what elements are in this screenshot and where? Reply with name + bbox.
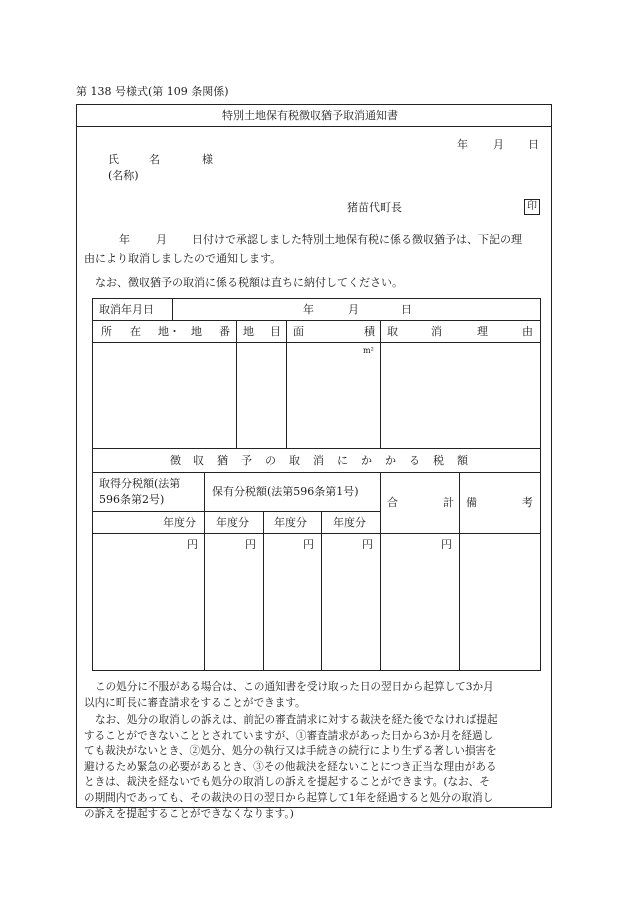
cancel-date-label: 取消年月日 bbox=[99, 303, 154, 316]
col-line-total bbox=[459, 472, 460, 671]
header-location-5: 番 bbox=[219, 325, 230, 338]
notice-p2-line2: することができないこととされていますが、①審査請求があった日から3か月を経過し bbox=[84, 729, 494, 742]
body-line-1: 日付けで承認しました特別土地保有税に係る徴収猶予は、下記の理 bbox=[192, 233, 522, 246]
col-line-yr2 bbox=[321, 511, 322, 671]
remarks-label-2: 考 bbox=[522, 496, 533, 509]
body-line-3: なお、徴収猶予の取消に係る税額は直ちに納付してください。 bbox=[95, 276, 403, 289]
col-line-yr1 bbox=[263, 511, 264, 671]
acquisition-label-line2: 596条第2号) bbox=[99, 493, 165, 506]
header-location-2: 在 bbox=[130, 325, 141, 338]
notice-p2-line1: なお、処分の取消しの訴えは、前記の審査請求に対する裁決を経た後でなければ提起 bbox=[95, 714, 498, 726]
notice-p2-line6: の期間内であっても、その裁決の日の翌日から起算して1年を経過すると処分の取消し bbox=[84, 791, 494, 804]
holding-label: 保有分税額(法第596条第1号) bbox=[212, 485, 359, 498]
header-category-1: 地 bbox=[243, 325, 254, 338]
body-line-2: 由により取消しましたので通知します。 bbox=[84, 252, 282, 265]
tax-title-6: 取 bbox=[289, 454, 300, 467]
tax-title-8: に bbox=[337, 454, 348, 467]
tax-title-3: 猶 bbox=[217, 454, 228, 467]
header-area-1: 面 bbox=[293, 325, 304, 338]
header-reason-4: 由 bbox=[522, 325, 533, 338]
total-label-2: 計 bbox=[443, 496, 454, 509]
area-unit: m² bbox=[363, 346, 374, 355]
form-title: 特別土地保有税徴収猶予取消通知書 bbox=[222, 109, 398, 122]
form-number: 第 138 号様式(第 109 条関係) bbox=[76, 85, 229, 98]
tax-title-12: 税 bbox=[433, 454, 444, 467]
header-location-3: 地・ bbox=[158, 325, 180, 338]
notice-p2-line5: ときは、裁決を経ないでも処分の取消しの訴えを提起することができます。(なお、そ bbox=[84, 776, 490, 789]
year-portion-3: 年度分 bbox=[274, 516, 307, 529]
tax-title-7: 消 bbox=[313, 454, 324, 467]
year-portion-2: 年度分 bbox=[216, 516, 249, 529]
yen-unit-5: 円 bbox=[441, 538, 452, 551]
cancel-date-divider bbox=[172, 298, 173, 320]
row-line-1 bbox=[92, 320, 541, 321]
tax-title-11: る bbox=[409, 454, 420, 467]
col-line-acq bbox=[204, 472, 205, 671]
yen-unit-1: 円 bbox=[187, 538, 198, 551]
header-reason-1: 取 bbox=[387, 325, 398, 338]
header-category-2: 目 bbox=[270, 325, 281, 338]
tax-title-9: か bbox=[361, 454, 372, 467]
yen-unit-2: 円 bbox=[245, 538, 256, 551]
remarks-label-1: 備 bbox=[466, 496, 477, 509]
yen-unit-4: 円 bbox=[362, 538, 373, 551]
notice-p1-line2: 以内に町長に審査請求をすることができます。 bbox=[84, 696, 306, 709]
tax-title-10: か bbox=[385, 454, 396, 467]
tax-title-5: の bbox=[265, 454, 276, 467]
year-portion-4: 年度分 bbox=[333, 516, 366, 529]
cancel-date-day: 日 bbox=[401, 303, 412, 316]
notice-p1-line1: この処分に不服がある場合は、この通知書を受け取った日の翌日から起算して3か月 bbox=[95, 681, 494, 693]
total-label-1: 合 bbox=[387, 496, 398, 509]
issue-date-year: 年 bbox=[457, 138, 468, 151]
header-location-1: 所 bbox=[101, 325, 112, 338]
header-area-2: 積 bbox=[364, 325, 375, 338]
cancel-date-month: 月 bbox=[348, 303, 359, 316]
tax-title-13: 額 bbox=[457, 454, 468, 467]
yen-unit-3: 円 bbox=[303, 538, 314, 551]
col-line-holding bbox=[380, 472, 381, 671]
issue-date-month: 月 bbox=[493, 138, 504, 151]
header-location-4: 地 bbox=[191, 325, 202, 338]
col-line-area bbox=[380, 320, 381, 448]
title-divider bbox=[76, 126, 552, 127]
row-line-6 bbox=[92, 533, 541, 534]
col-line-category bbox=[286, 320, 287, 448]
notice-p2-line7: の訴えを提起することができなくなります。) bbox=[84, 807, 294, 820]
notice-p2-line3: ても裁決がないとき、②処分、処分の執行又は手続きの続行により生ずる著しい損害を bbox=[84, 745, 497, 758]
tax-title-4: 予 bbox=[241, 454, 252, 467]
body-year: 年 bbox=[119, 233, 130, 246]
acquisition-label-line1: 取得分税額(法第 bbox=[99, 477, 181, 490]
issuer-name: 猪苗代町長 bbox=[347, 201, 402, 214]
recipient-honorific: 様 bbox=[202, 153, 213, 166]
row-line-3 bbox=[92, 448, 541, 449]
issue-date-day: 日 bbox=[528, 138, 539, 151]
tax-title-1: 徴 bbox=[170, 454, 181, 467]
recipient-label-2: 名 bbox=[149, 153, 160, 166]
header-reason-2: 消 bbox=[431, 325, 442, 338]
tax-title-2: 収 bbox=[193, 454, 204, 467]
seal-mark: 印 bbox=[524, 199, 540, 215]
row-line-5a bbox=[92, 511, 380, 512]
notice-paragraph-2 bbox=[84, 713, 546, 822]
cancel-date-year: 年 bbox=[303, 303, 314, 316]
header-reason-3: 理 bbox=[477, 325, 488, 338]
body-month: 月 bbox=[156, 233, 167, 246]
notice-paragraph-1 bbox=[84, 680, 546, 711]
year-portion-1: 年度分 bbox=[163, 516, 196, 529]
col-line-location bbox=[236, 320, 237, 448]
notice-p2-line4: 避けるため緊急の必要があるとき、③その他裁決を経ないことにつき正当な理由がある bbox=[84, 760, 497, 773]
row-line-2 bbox=[92, 342, 541, 343]
row-line-4 bbox=[92, 472, 541, 473]
recipient-label-1: 氏 bbox=[108, 153, 119, 166]
recipient-alt-label: (名称) bbox=[108, 169, 139, 182]
